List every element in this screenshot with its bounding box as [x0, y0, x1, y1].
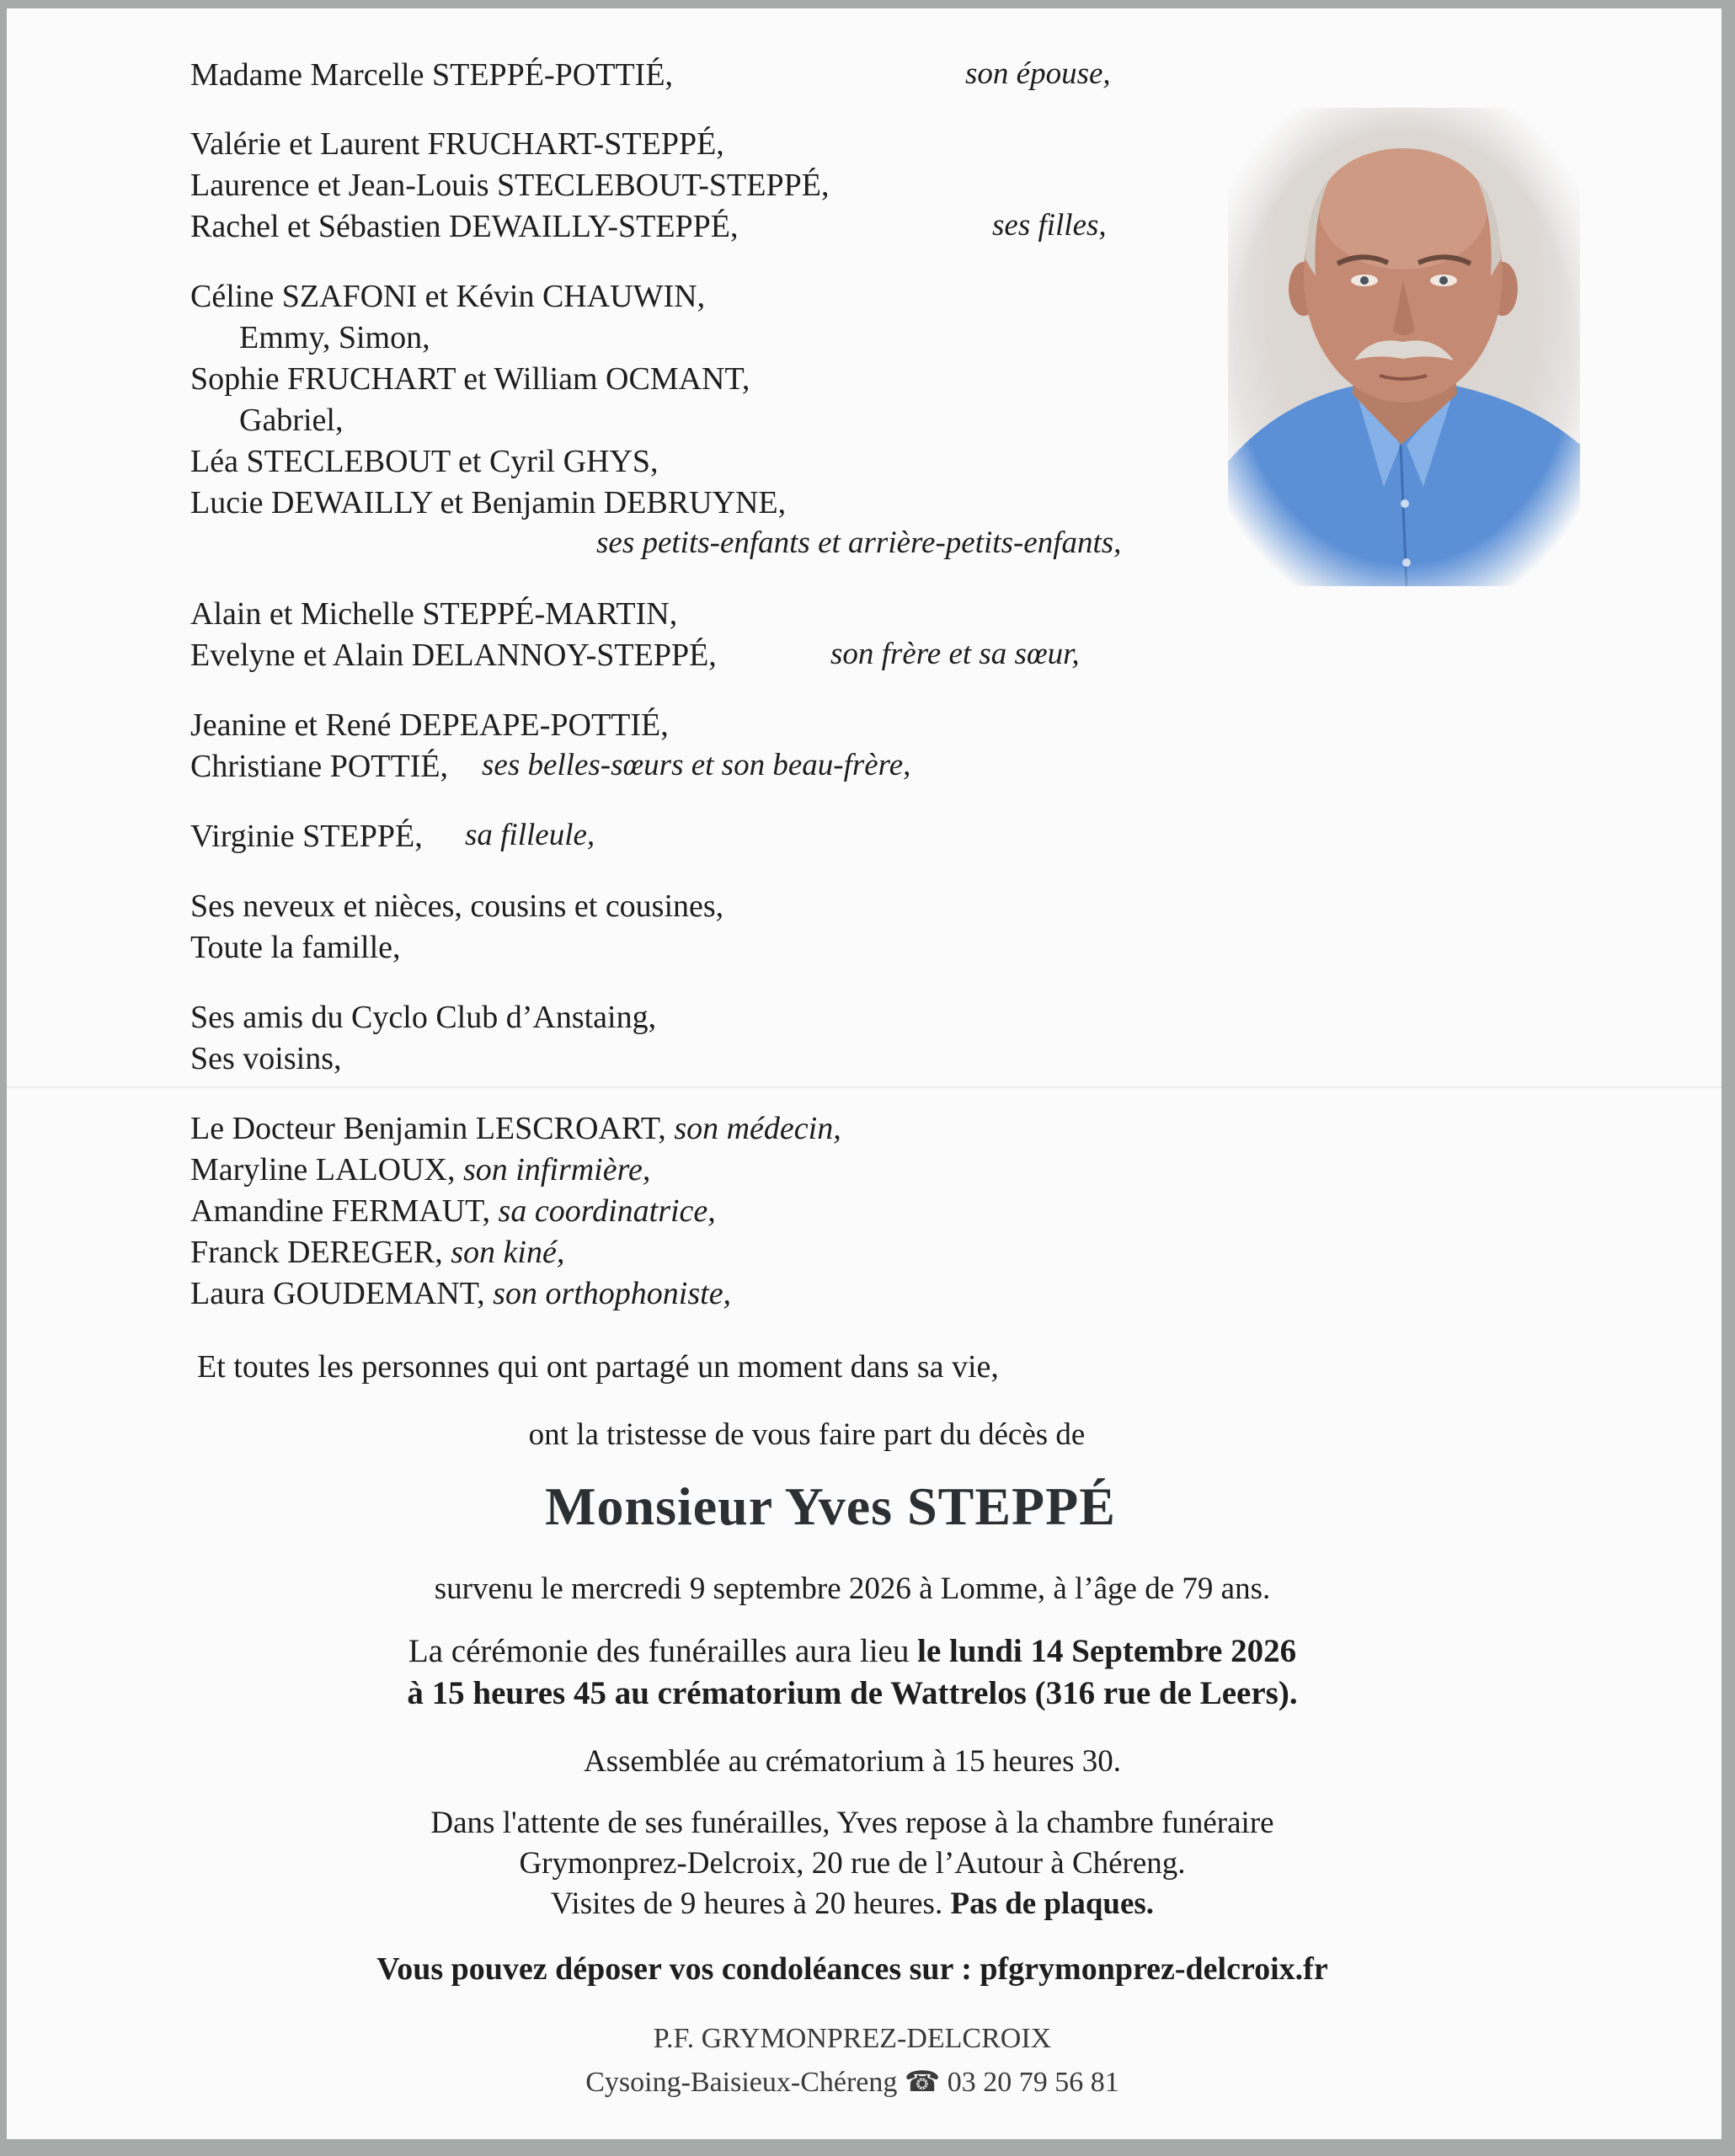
visits-line: [7, 1886, 1710, 1922]
condolences-line: Vous pouvez déposer vos condoléances sur : pfgrymonprez-delcroix.fr: [376, 1951, 1328, 1987]
siblings-role: son frère et sa sœur,: [830, 637, 1080, 671]
caregiver-role: son médecin,: [674, 1111, 841, 1146]
relatives-line: Ses neveux et nièces, cousins et cousines,: [190, 889, 724, 924]
caregiver-name: Maryline LALOUX,: [190, 1152, 456, 1187]
caregiver-name: Franck DEREGER,: [190, 1235, 443, 1270]
death-line: survenu le mercredi 9 septembre 2026 à Lomme, à l’âge de 79 ans.: [434, 1572, 1271, 1606]
obituary-card: [7, 8, 1722, 2139]
ceremony-date: le lundi 14 Septembre 2026: [917, 1633, 1297, 1669]
caregiver-line: [190, 1150, 650, 1189]
caregiver-name: Amandine FERMAUT,: [190, 1193, 491, 1229]
rest-line-1: Dans l'attente de ses funérailles, Yves repose à la chambre funéraire: [430, 1806, 1274, 1840]
daughter-line: Laurence et Jean-Louis STECLEBOUT-STEPPÉ,: [190, 168, 830, 203]
company-phone: 03 20 79 56 81: [947, 2067, 1119, 2098]
inlaw-line: Christiane POTTIÉ,: [190, 749, 449, 784]
company-contact: [7, 2065, 1710, 2099]
ceremony-place: à 15 heures 45 au crématorium de Wattrelos (316 rue de Leers).: [407, 1675, 1298, 1711]
daughter-line: Valérie et Laurent FRUCHART-STEPPÉ,: [190, 126, 724, 162]
grandchildren-role: ses petits-enfants et arrière-petits-enfants,: [596, 526, 1122, 560]
caregiver-line: [190, 1274, 731, 1313]
inlaw-line: Jeanine et René DEPEAPE-POTTIÉ,: [190, 707, 669, 743]
caregiver-role: son infirmière,: [462, 1152, 651, 1187]
funeral-company: P.F. GRYMONPREZ-DELCROIX: [653, 2023, 1052, 2054]
deceased-name: Monsieur Yves STEPPÉ: [545, 1476, 1116, 1536]
daughters-role: ses filles,: [992, 208, 1107, 243]
relatives-line: Toute la famille,: [190, 930, 401, 965]
inlaws-role: ses belles-sœurs et son beau-frère,: [482, 748, 911, 782]
visits-text: Visites de 9 heures à 20 heures.: [550, 1886, 951, 1921]
grandchild-line: Lucie DEWAILLY et Benjamin DEBRUYNE,: [190, 485, 787, 520]
caregiver-line: [190, 1109, 841, 1148]
great-grandchild-line: Emmy, Simon,: [239, 320, 430, 355]
assembly-line: Assemblée au crématorium à 15 heures 30.: [583, 1744, 1122, 1779]
sibling-line: Alain et Michelle STEPPÉ-MARTIN,: [190, 596, 678, 632]
caregiver-line: [190, 1233, 564, 1272]
spouse-role: son épouse,: [965, 56, 1111, 91]
all-people-line: Et toutes les personnes qui ont partagé un moment dans sa vie,: [197, 1349, 999, 1385]
caregiver-role: son kiné,: [451, 1235, 565, 1270]
daughter-line: Rachel et Sébastien DEWAILLY-STEPPÉ,: [190, 209, 739, 244]
friends-line: Ses voisins,: [190, 1041, 342, 1076]
phone-icon: ☎: [904, 2067, 941, 2098]
rest-line-2: Grymonprez-Delcroix, 20 rue de l’Autour à Chéreng.: [519, 1846, 1186, 1881]
goddaughter-name: Virginie STEPPÉ,: [190, 819, 423, 854]
friends-line: Ses amis du Cyclo Club d’Anstaing,: [190, 1000, 657, 1035]
great-grandchild-line: Gabriel,: [239, 403, 344, 438]
goddaughter-role: sa filleule,: [465, 818, 595, 852]
spouse-name: Madame Marcelle STEPPÉ-POTTIÉ,: [190, 57, 674, 93]
grandchild-line: Léa STECLEBOUT et Cyril GHYS,: [190, 444, 659, 479]
sibling-line: Evelyne et Alain DELANNOY-STEPPÉ,: [190, 638, 717, 673]
ceremony-prefix: La cérémonie des funérailles aura lieu: [408, 1633, 918, 1669]
caregiver-line: [190, 1192, 716, 1230]
no-plaques: Pas de plaques.: [950, 1886, 1155, 1921]
caregiver-name: Laura GOUDEMANT,: [190, 1276, 485, 1311]
ceremony-line-1: [7, 1632, 1710, 1670]
portrait-icon: [1228, 108, 1580, 586]
company-location: Cysoing-Baisieux-Chéreng: [585, 2067, 898, 2098]
fold-line: [7, 1086, 1722, 1088]
grandchild-line: Sophie FRUCHART et William OCMANT,: [190, 361, 750, 397]
caregiver-name: Le Docteur Benjamin LESCROART,: [190, 1111, 666, 1146]
caregiver-role: sa coordinatrice,: [498, 1193, 716, 1229]
portrait-photo: [1228, 108, 1580, 586]
caregiver-role: son orthophoniste,: [493, 1276, 732, 1311]
announcement-intro: ont la tristesse de vous faire part du décès de: [528, 1417, 1086, 1452]
grandchild-line: Céline SZAFONI et Kévin CHAUWIN,: [190, 279, 706, 314]
